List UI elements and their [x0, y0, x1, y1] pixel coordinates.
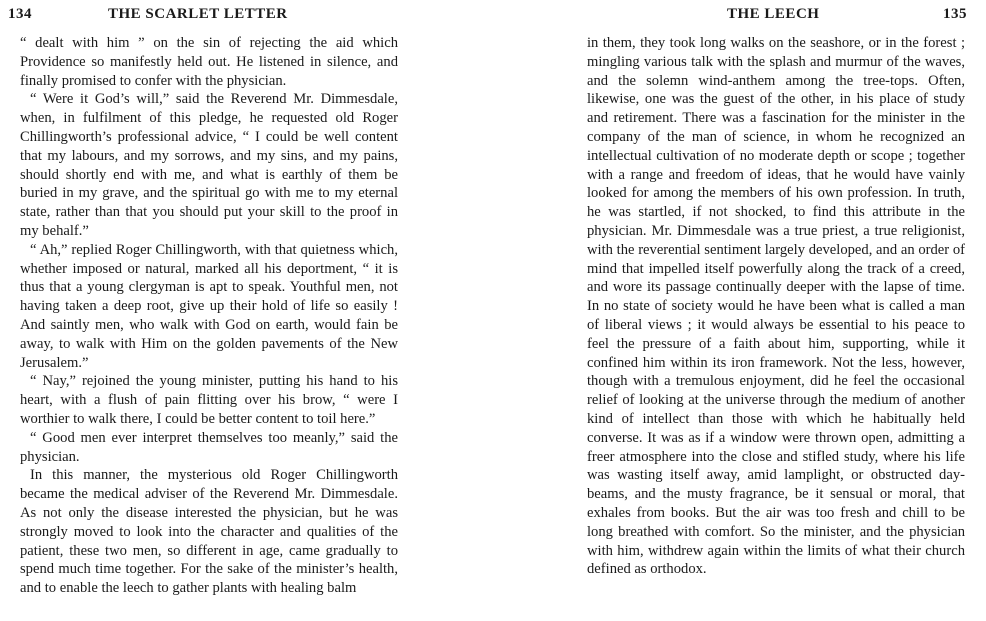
paragraph: “ dealt with him ” on the sin of rejecting the aid which Providence so manifestly held out. He listened in silence, and finally promised to confer with the physician. [20, 35, 398, 89]
left-page-body [20, 34, 398, 598]
left-page [0, 0, 410, 621]
right-page-number: 135 [943, 6, 967, 22]
paragraph: “ Good men ever interpret themselves too meanly,” said the physician. [20, 429, 398, 465]
right-page-header [575, 6, 975, 34]
left-page-number: 134 [8, 6, 32, 22]
paragraph: “ Were it God’s will,” said the Reverend Mr. Dimmesdale, when, in fulfilment of this pledge, he requested old Roger Chillingworth’s professional advice, “ I could be well content that my labours, and my sorrows, and my sins, and my pains, should shortly end with me, and what is earthly of them be buried in my grave, and the spiritual go with me to my eternal state, rather than that you should put your skill to the proof in my behalf.” [20, 91, 398, 239]
right-page-body [587, 34, 965, 579]
paragraph: In this manner, the mysterious old Roger Chillingworth became the medical adviser of the Reverend Mr. Dimmesdale. As not only the disease interested the physician, but he was strongly moved to look into the character and qualities of the patient, these two men, so different in age, came gradually to spend much time together. For the sake of the minister’s health, and to enable the leech to gather plants with healing balm [20, 467, 398, 597]
left-running-head: THE SCARLET LETTER [108, 6, 288, 22]
left-page-header [0, 6, 410, 34]
paragraph: “ Ah,” replied Roger Chillingworth, with that quietness which, whether imposed or natural, marked all his deportment, “ it is thus that a young clergyman is apt to speak. Youthful men, not having taken a deep root, give up their hold of life so easily ! And saintly men, who walk with God on earth, would fain be away, to walk with Him on the golden pavements of the New Jerusalem.” [20, 241, 398, 371]
right-running-head: THE LEECH [727, 6, 820, 22]
paragraph: in them, they took long walks on the seashore, or in the forest ; mingling various talk with the splash and murmur of the waves, and the solemn wind-anthem among the tree-tops. Often, likewise, one was the guest of the other, in his place of study and retirement. There was a fascination for the minister in the company of the man of science, in whom he recognized an intellectual cultivation of no moderate depth or scope ; together with a range and freedom of ideas, that he would have vainly looked for among the members of his own profession. In truth, he was startled, if not shocked, to find this attribute in the physician. Mr. Dimmesdale was a true priest, a true religionist, with the reverential sentiment largely developed, and an order of mind that impelled itself powerfully along the track of a creed, and wore its passage continually deeper with the lapse of time. In no state of society would he have been what is called a man of liberal views ; it would always be essential to his peace to feel the pressure of a faith about him, supporting, while it confined him within its iron framework. Not the less, however, though with a tremulous enjoyment, did he feel the occasional relief of looking at the universe through the medium of another kind of intellect than those with which he habitually held converse. It was as if a window were thrown open, admitting a freer atmosphere into the close and stifled study, where his life was wasting itself away, amid lamplight, or obstructed day-beams, and the musty fragrance, be it sensual or moral, that exhales from books. But the air was too fresh and chill to be long breathed with comfort. So the minister, and the physician with him, withdrew again within the limits of what their church defined as orthodox. [587, 35, 965, 578]
paragraph: “ Nay,” rejoined the young minister, putting his hand to his heart, with a flush of pain flitting over his brow, “ were I worthier to walk there, I could be better content to toil here.” [20, 373, 398, 427]
right-page [575, 0, 975, 621]
